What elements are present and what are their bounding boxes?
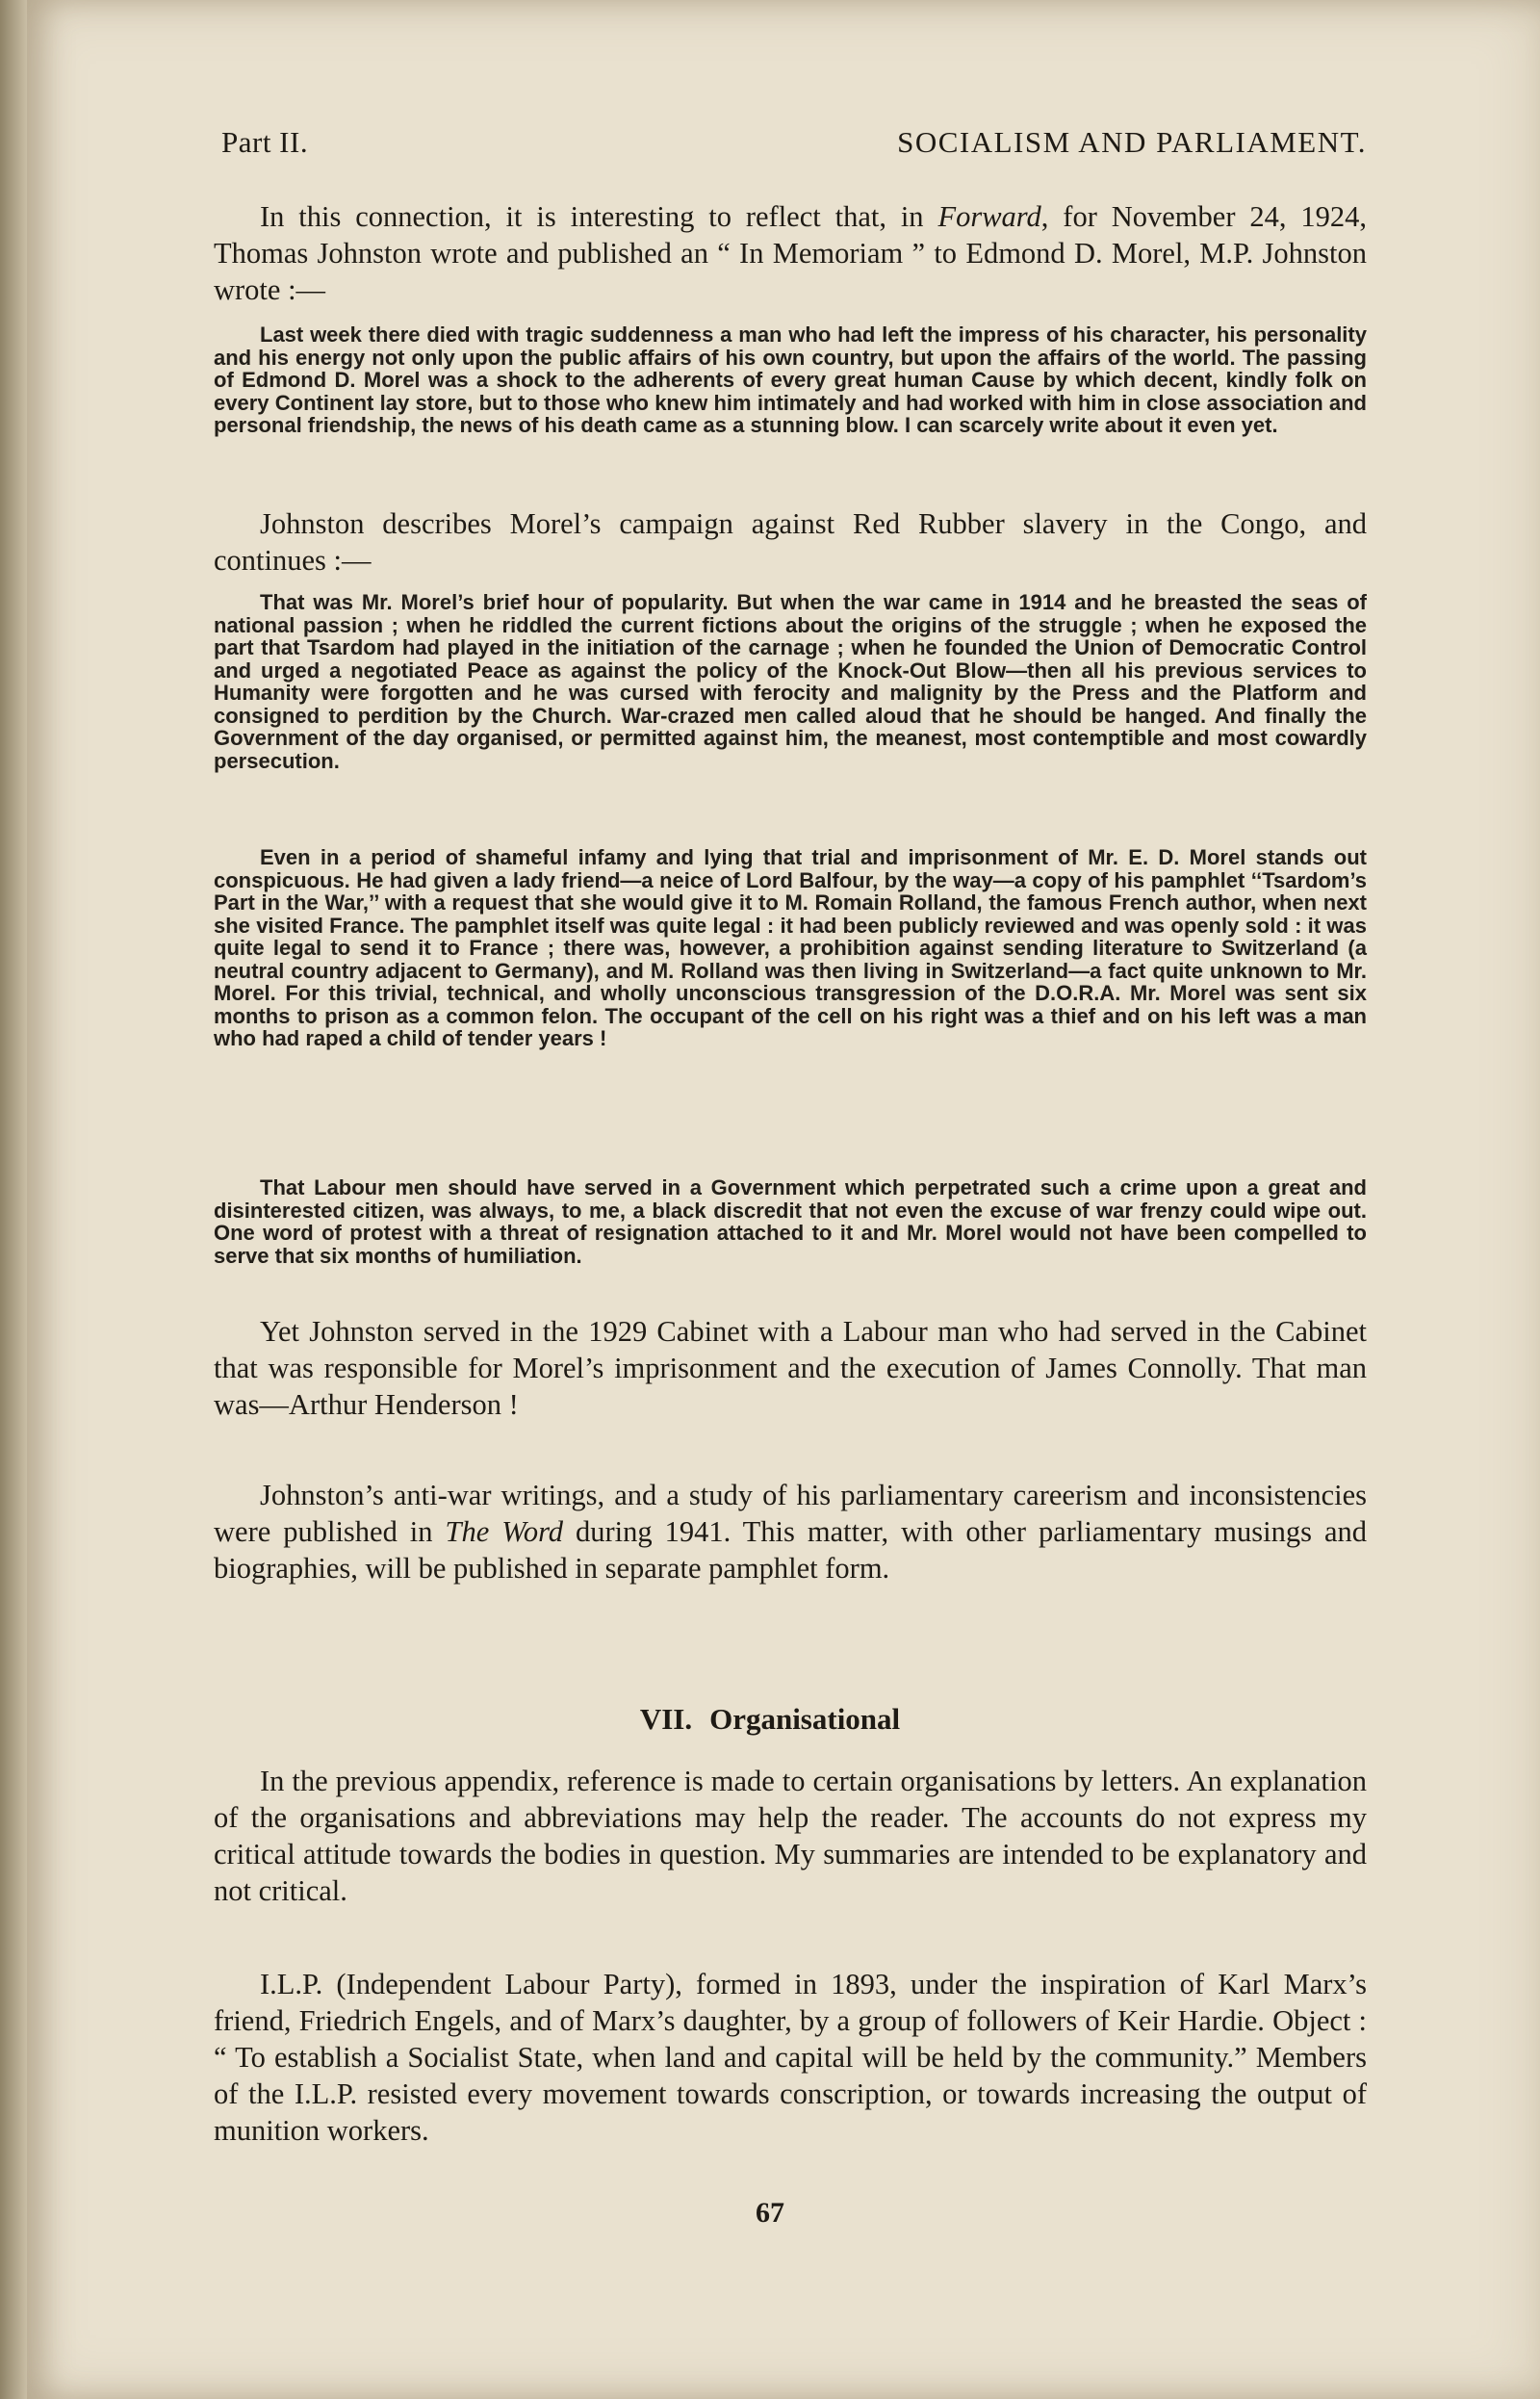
running-head-title: SOCIALISM AND PARLIAMENT. (897, 125, 1367, 159)
running-head (221, 125, 1367, 169)
intro-text-end: , for November 24, 1924, Thomas Johnston wrote and published an “ In Memoriam ” to Edmond D. Morel, M.P. Johnston wrote :— (214, 200, 1367, 306)
intro-publication-title: Forward (937, 200, 1041, 233)
section-title: Organisational (709, 1702, 901, 1736)
word-text-start: Johnston’s anti-war writings, and a study of his parliamentary careerism and inconsistencies were published in (214, 1479, 1367, 1548)
quote-in-memoriam: Last week there died with tragic suddenness a man who had left the impress of his character, his personality and his energy not only upon the public affairs of his own country, but upon the affairs of the world. The passing of Edmond D. Morel was a shock to the adherents of every great human Cause by which decent, kindly folk on every Continent lay store, but to those who knew him intimately and had worked with him in close association and personal friendship, the news of his death came as a stunning blow. I can scarcely write about it even yet. (214, 322, 1367, 437)
quote-labour-discredit: That Labour men should have served in a Government which perpetrated such a crime upon a great and disinterested citizen, was always, to me, a black discredit that not even the excuse of war frenzy could wipe out. One word of protest with a threat of resignation attached to it and Mr. Morel would not have been compelled to serve that six months of humiliation. (214, 1175, 1367, 1268)
bridge-paragraph: Johnston describes Morel’s campaign against Red Rubber slavery in the Congo, and continues :— (214, 507, 1367, 577)
word-paragraph (214, 1477, 1367, 1586)
word-publication-title: The Word (445, 1515, 564, 1548)
quote-imprisonment: Even in a period of shameful infamy and lying that trial and imprisonment of Mr. E. D. Morel stands out conspicuous. He had given a lady friend—a neice of Lord Balfour, by the way—a copy of his pamphlet ‘‘Tsardom’s Part in the War,’’ with a request that she would give it to M. Romain Rolland, the famous French author, when next she visited France. The pamphlet itself was quite legal : it had been publicly reviewed and was openly sold : it was quite legal to send it to France ; there was, however, a prohibition against sending literature to Switzerland (a neutral country adjacent to Germany), and M. Rolland was then living in Switzerland—a fact quite unknown to Mr. Morel. For this trivial, technical, and wholly unconscious transgression of the D.O.R.A. Mr. Morel was sent six months to prison as a common felon. The occupant of the cell on his right was a thief and on his left was a man who had raped a child of tender years ! (214, 845, 1367, 1050)
section-number: VII. (639, 1702, 693, 1736)
intro-text-start: In this connection, it is interesting to reflect that, in (260, 200, 938, 233)
appendix-paragraph: In the previous appendix, reference is made to certain organisations by letters. An explanation of the organisations and abbreviations may help the reader. The accounts do not express my critical attitude towards the bodies in question. My summaries are intended to be explanatory and not critical. (214, 1765, 1367, 1907)
intro-paragraph (214, 198, 1367, 308)
running-head-part: Part II. (221, 125, 309, 159)
henderson-paragraph: Yet Johnston served in the 1929 Cabinet with a Labour man who had served in the Cabinet that was responsible for Morel’s imprisonment and the execution of James Connolly. That man was—Arthur Henderson ! (214, 1315, 1367, 1421)
word-text-end: during 1941. This matter, with other parliamentary musings and biographies, will be published in separate pamphlet form. (214, 1515, 1367, 1585)
page-number: 67 (756, 2197, 784, 2229)
section-heading (0, 1702, 1540, 1737)
book-gutter (0, 0, 27, 2399)
quote-popularity: That was Mr. Morel’s brief hour of popularity. But when the war came in 1914 and he breasted the seas of national passion ; when he riddled the current fictions about the origins of the struggle ; when he exposed the part that Tsardom had played in the initiation of the carnage ; when he founded the Union of Democratic Control and urged a negotiated Peace as against the policy of the Knock-Out Blow—then all his previous services to Humanity were forgotten and he was cursed with ferocity and malignity by the Press and the Platform and consigned to perdition by the Church. War-crazed men called aloud that he should be hanged. And finally the Government of the day organised, or permitted against him, the meanest, most contemptible and most cowardly persecution. (214, 590, 1367, 773)
ilp-paragraph: I.L.P. (Independent Labour Party), formed in 1893, under the inspiration of Karl Marx’s friend, Friedrich Engels, and of Marx’s daughter, by a group of followers of Keir Hardie. Object : “ To establish a Socialist State, when land and capital will be held by the community.” Members of the I.L.P. resisted every movement towards conscription, or towards increasing the output of munition workers. (214, 1968, 1367, 2147)
